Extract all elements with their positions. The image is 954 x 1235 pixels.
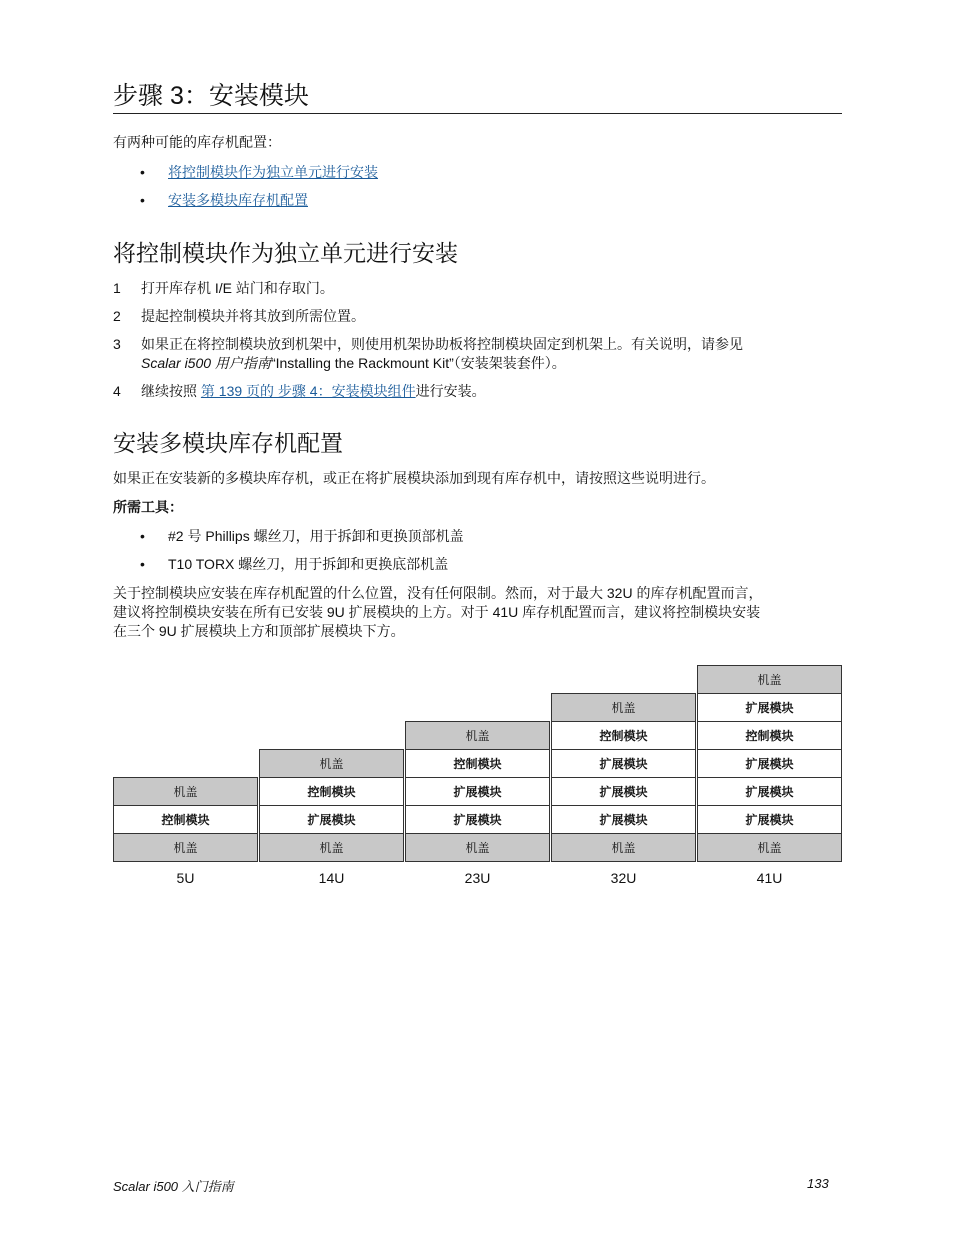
footer-page-number: 133 <box>807 1176 829 1191</box>
section-title-multimodule: 安装多模块库存机配置 <box>113 430 343 456</box>
expansion-module-block: 扩展模块 <box>551 749 696 778</box>
tools-label: 所需工具： <box>113 499 183 515</box>
expansion-module-block: 扩展模块 <box>551 805 696 834</box>
toc-item: • 安装多模块库存机配置 <box>140 192 308 208</box>
cover-block: 机盖 <box>551 693 696 722</box>
expansion-module-block: 扩展模块 <box>697 777 842 806</box>
cover-block: 机盖 <box>551 833 696 862</box>
toc-item: • 将控制模块作为独立单元进行安装 <box>140 164 378 180</box>
module-configuration-diagram <box>113 665 842 895</box>
section2-intro: 如果正在安装新的多模块库存机，或正在将扩展模块添加到现有库存机中，请按照这些说明进行。 <box>113 470 715 486</box>
tool-item: • T10 TORX 螺丝刀，用于拆卸和更换底部机盖 <box>140 556 449 572</box>
control-module-block: 控制模块 <box>259 777 404 806</box>
cover-block: 机盖 <box>259 833 404 862</box>
expansion-module-block: 扩展模块 <box>405 805 550 834</box>
step-3: 3 如果正在将控制模块放到机架中，则使用机架协助板将控制模块固定到机架上。有关说明，请参见 Scalar i500 用户指南“Installing the Rackmount Kit”（安装架装套件）。 <box>113 336 743 371</box>
cover-block: 机盖 <box>259 749 404 778</box>
tool-item: • #2 号 Phillips 螺丝刀，用于拆卸和更换顶部机盖 <box>140 528 464 544</box>
step-4-link[interactable]: 第 139 页的 步骤 4：安装模块组件 <box>200 383 416 399</box>
configuration-size-label: 32U <box>610 870 637 886</box>
expansion-module-block: 扩展模块 <box>697 805 842 834</box>
configuration-size-label: 41U <box>756 870 783 886</box>
configuration-size-label: 14U <box>318 870 345 886</box>
expansion-module-block: 扩展模块 <box>405 777 550 806</box>
footer-guide-title: Scalar i500 入门指南 <box>113 1179 234 1194</box>
configuration-size-label: 23U <box>464 870 491 886</box>
control-module-block: 控制模块 <box>113 805 258 834</box>
intro-text: 有两种可能的库存机配置： <box>113 134 281 150</box>
cover-block: 机盖 <box>113 833 258 862</box>
expansion-module-block: 扩展模块 <box>551 777 696 806</box>
control-module-block: 控制模块 <box>405 749 550 778</box>
expansion-module-block: 扩展模块 <box>259 805 404 834</box>
toc-link-multimodule[interactable]: 安装多模块库存机配置 <box>168 192 308 208</box>
control-module-block: 控制模块 <box>697 721 842 750</box>
cover-block: 机盖 <box>697 665 842 694</box>
control-module-block: 控制模块 <box>551 721 696 750</box>
placement-paragraph: 关于控制模块应安装在库存机配置的什么位置，没有任何限制。然而，对于最大 32U 的库存机配置而言， 建议将控制模块安装在所有已安装 9U 扩展模块的上方。对于 41U 库存机配置而言，建议将控制模块安装 在三个 9U 扩展模块上方和顶部扩展模块下方。 <box>113 585 763 639</box>
expansion-module-block: 扩展模块 <box>697 693 842 722</box>
toc-link-standalone[interactable]: 将控制模块作为独立单元进行安装 <box>168 164 378 180</box>
section-title-standalone: 将控制模块作为独立单元进行安装 <box>113 240 458 266</box>
configuration-size-label: 5U <box>176 870 195 886</box>
expansion-module-block: 扩展模块 <box>697 749 842 778</box>
cover-block: 机盖 <box>697 833 842 862</box>
cover-block: 机盖 <box>113 777 258 806</box>
cover-block: 机盖 <box>405 721 550 750</box>
page-title: 步骤 3：安装模块 <box>113 80 842 114</box>
cover-block: 机盖 <box>405 833 550 862</box>
